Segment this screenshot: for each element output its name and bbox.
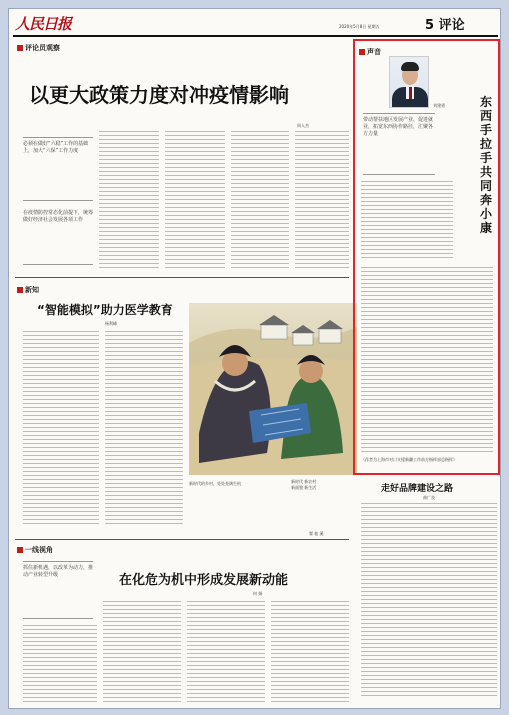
brand-author: 曲广良: [423, 495, 435, 500]
commentary-pullquote-1: 必须在做好“六稳”工作的基础上，加大“六保”工作力度: [23, 137, 93, 201]
illustration-artist: 翟 桂 溪: [309, 531, 324, 536]
section-tag-xinzhi: 新知: [17, 285, 39, 295]
tag-square-icon: [17, 547, 23, 553]
commentary-text-col-2: [165, 131, 225, 271]
commentary-text-col-3: [231, 131, 289, 271]
commentary-pullquote-2: 在疫情防控常态化前提下，统筹做好经济社会发展各项工作: [23, 207, 93, 265]
xinzhi-headline: “智能模拟”助力医学教育: [37, 303, 173, 317]
brand-headline: 走好品牌建设之路: [381, 484, 454, 494]
tag-square-icon: [359, 49, 365, 55]
illustration-poem: 新时代 新农村 新面貌 新生活: [291, 479, 317, 490]
masthead: 人民日报: [15, 15, 72, 33]
dateline: 2020年5月8日 星期五: [339, 24, 380, 29]
voice-pullquote: 带动帮扶地区发展产业、促进就业，拓宽东西协作路径，汇聚各方力量: [363, 113, 435, 175]
frontline-text-col-4: [271, 601, 349, 703]
voice-headline: 东西手拉手 共同奔小康: [479, 95, 492, 235]
frontline-text-col-1: [23, 625, 97, 703]
author-portrait: [389, 56, 429, 108]
page-label: 5 评论: [425, 18, 465, 33]
illustration-caption: 新时代的乡村，处处充满生机: [189, 481, 241, 486]
tag-square-icon: [17, 287, 23, 293]
voice-signature: （作者为上海市对口支援新疆工作前方指挥部总指挥）: [361, 457, 457, 462]
village-illustration: [189, 303, 357, 475]
xinzhi-author: 杨利峰: [105, 321, 117, 326]
frontline-author: 何 娟: [253, 591, 263, 596]
section-tag-frontline: 一线视角: [17, 545, 53, 555]
tag-square-icon: [17, 45, 23, 51]
masthead-rule: [13, 35, 498, 37]
commentary-rule: [15, 277, 349, 278]
frontline-headline: 在化危为机中形成发展新动能: [119, 573, 289, 588]
xinzhi-text-col-2: [105, 331, 183, 527]
xinzhi-rule: [15, 539, 349, 540]
commentary-text-col-4: [295, 131, 349, 271]
voice-text-upper: [361, 181, 453, 261]
commentary-author: 周人杰: [297, 123, 309, 128]
frontline-text-col-3: [187, 601, 265, 703]
portrait-name: 刘建勇: [433, 103, 445, 108]
illustration: [189, 303, 357, 475]
frontline-text-col-2: [103, 601, 181, 703]
commentary-text-col-1: [99, 131, 159, 271]
frontline-pullquote: 抓住新机遇，以改革为动力，推动产业转型升级: [23, 561, 93, 619]
newspaper-page: [8, 8, 501, 709]
section-tag-voice: 声音: [359, 47, 381, 57]
xinzhi-text-col-1: [23, 331, 99, 527]
commentary-headline: 以更大政策力度对冲疫情影响: [29, 83, 289, 107]
voice-text-body: [361, 267, 493, 455]
section-tag-commentary: 评论员观察: [17, 43, 60, 53]
brand-text: [361, 503, 497, 699]
